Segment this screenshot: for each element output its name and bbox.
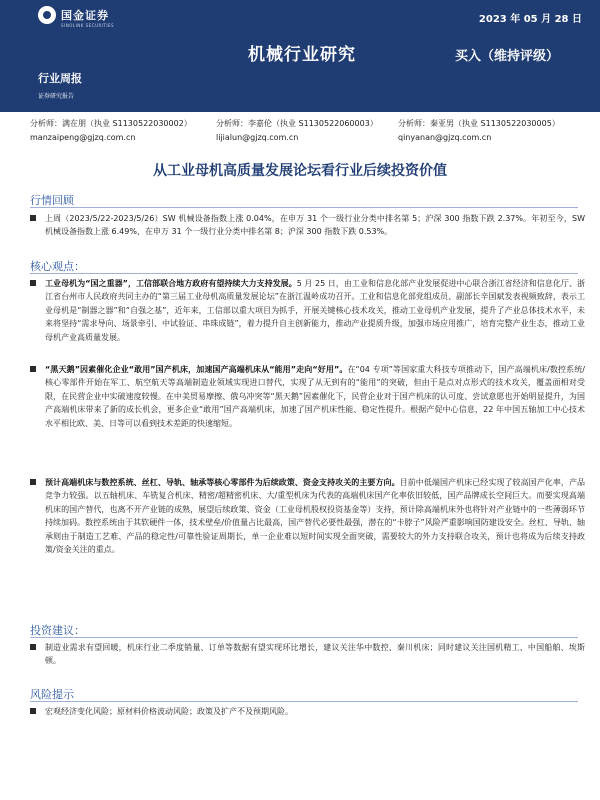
report-title: 机械行业研究	[248, 45, 356, 65]
core-view-bold: 预计高端机床与数控系统、丝杠、导轨、轴承等核心零部件为后续政策、资金支持攻关的主要方向。	[45, 478, 400, 487]
main-title: 从工业母机高质量发展论坛看行业后续投资价值	[153, 163, 447, 179]
section-divider	[30, 701, 578, 702]
report-type-sub: 证券研究报告	[38, 93, 75, 100]
analyst-line: 分析师：秦亚男（执业 S1130522030005）	[398, 119, 560, 128]
section-divider	[30, 207, 578, 208]
investment-item	[30, 641, 585, 668]
market-review-text: 上周（2023/5/22-2023/5/26）SW 机械设备指数上涨 0.04%，在申万 31 个一级行业分类中排名第 5；沪深 300 指数下跌 2.37%。年初至今，SW 机械设备指数上涨 6.49%，在申万 31 个一级行业分类中排名第 8；沪深 300 指数下跌 0.53%。	[45, 214, 585, 237]
report-date: 2023 年 05 月 28 日	[478, 14, 582, 25]
bullet-icon	[30, 215, 36, 221]
analyst-line: 分析师：满在朋（执业 S1130522030002）	[30, 119, 192, 128]
analyst-item	[398, 117, 560, 145]
core-view-item	[30, 476, 585, 556]
bullet-icon	[30, 479, 36, 485]
market-review-item	[30, 212, 585, 239]
report-header	[0, 0, 600, 112]
section-divider	[30, 637, 578, 638]
core-view-text: 在“04 专项”等国家重大科技专项推动下，国产高端机床/数控系统/核心零部件开始在军工、航空航天等高端制造业领域实现进口替代，实现了从无到有的“能用”的突破，但由于是点对点形式的技术攻关，覆盖面相对受限，在民营企业中实破速度较慢。在中美贸易摩擦、俄乌冲突等“黑天鹅”因素催化下，民营企业对于国产机床的认可度、尝试意愿也开始明显提升，为国产高端机床带来了新的成长机会，更多企业“敢用”国产高端机床，加速了国产机床性能、稳定性提升。根据产促中心信息，22 年中国五轴加工中心技术水平相比欧、美、日等可以看到技术差距的快速缩短。	[45, 365, 586, 428]
logo-icon	[38, 6, 56, 24]
section-divider	[30, 273, 578, 274]
rating-label: 买入（维持评级）	[455, 49, 560, 64]
section-heading-risk: 风险提示	[30, 688, 74, 701]
investment-text: 制造业需求有望回暖，机床行业二季度销量、订单等数据有望实现环比增长，建议关注华中数控、秦川机床；同时建议关注国机精工、中国船舶、埃斯顿。	[45, 643, 585, 666]
bullet-icon	[30, 644, 36, 650]
section-heading-core-views: 核心观点：	[30, 260, 85, 273]
core-view-bold: “黑天鹅”因素催化企业“敢用”国产机床，加速国产高端机床从“能用”走向“好用”。	[45, 365, 348, 374]
section-heading-investment: 投资建议：	[30, 624, 85, 637]
company-logo	[38, 6, 109, 24]
analyst-email[interactable]: lijialun@gjzq.com.cn	[216, 133, 299, 142]
risk-item	[30, 705, 585, 718]
logo-text: 国金证券	[61, 9, 109, 22]
bullet-icon	[30, 280, 36, 286]
bullet-icon	[30, 708, 36, 714]
core-view-text: 5 月 25 日，由工业和信息化部产业发展促进中心联合浙江省经济和信息化厅、浙江省台州市人民政府共同主办的“第三届工业母机高质量发展论坛”在浙江温岭成功召开。工业和信息化部党组成员、副部长辛国斌发表视频致辞，表示工业母机是“制器之器”和“自强之基”，近年来，工信部以重大项目为抓手，开展关键核心技术攻关，推动工业母机产业发展，提升了产业总体技术水平，未来将坚持“需求导向、场景牵引、中试验证、串珠成链”，着力提升自主创新能力，推动产业提质升级，加强市场应用推广，培育完整产业生态，推动工业母机产业高质量发展。	[45, 279, 585, 342]
core-view-bold: 工业母机为“国之重器”，工信部联合地方政府有望持续大力支持发展。	[45, 279, 297, 288]
analyst-email[interactable]: qinyanan@gjzq.com.cn	[398, 133, 492, 142]
logo-subtext: SINOLINK SECURITIES	[61, 23, 115, 28]
bullet-icon	[30, 366, 36, 372]
section-heading-market-review: 行情回顾	[30, 194, 74, 207]
analyst-email[interactable]: manzaipeng@gjzq.com.cn	[30, 133, 136, 142]
core-view-item	[30, 277, 585, 344]
report-type: 行业周报	[38, 72, 82, 85]
core-view-text: 目前中低端国产机床已经实现了较高国产化率，产品竞争力较强。以五轴机床、车铣复合机床、精密/超精密机床、大/重型机床为代表的高端机床国产化率依旧较低，国产品牌成长空间巨大。而要实现高端机床的国产替代，也离不开产业链的成熟，展望后续政策、资金（工业母机股权投资基金等）支持，预计除高端机床外也将针对产业链中的一些薄弱环节持续加码。数控系统由于其软硬件一体，技术壁垒/价值量占比最高，国产替代必要性最强，潜在的“卡脖子”风险严重影响国防建设安全。丝杠、导轨、轴承则由于制造工艺难、产品的稳定性/可靠性验证周期长，单一企业难以短时间实现全面突破，需要较大的外力支持联合攻关，预计也将成为后续支持政策/资金关注的重点。	[45, 478, 586, 555]
core-view-item	[30, 363, 585, 430]
analyst-item	[30, 117, 192, 145]
risk-text: 宏观经济变化风险；原材料价格波动风险；政策及扩产不及预期风险。	[45, 707, 293, 716]
analyst-line: 分析师：李嘉伦（执业 S1130522060003）	[216, 119, 378, 128]
analyst-item	[216, 117, 378, 145]
